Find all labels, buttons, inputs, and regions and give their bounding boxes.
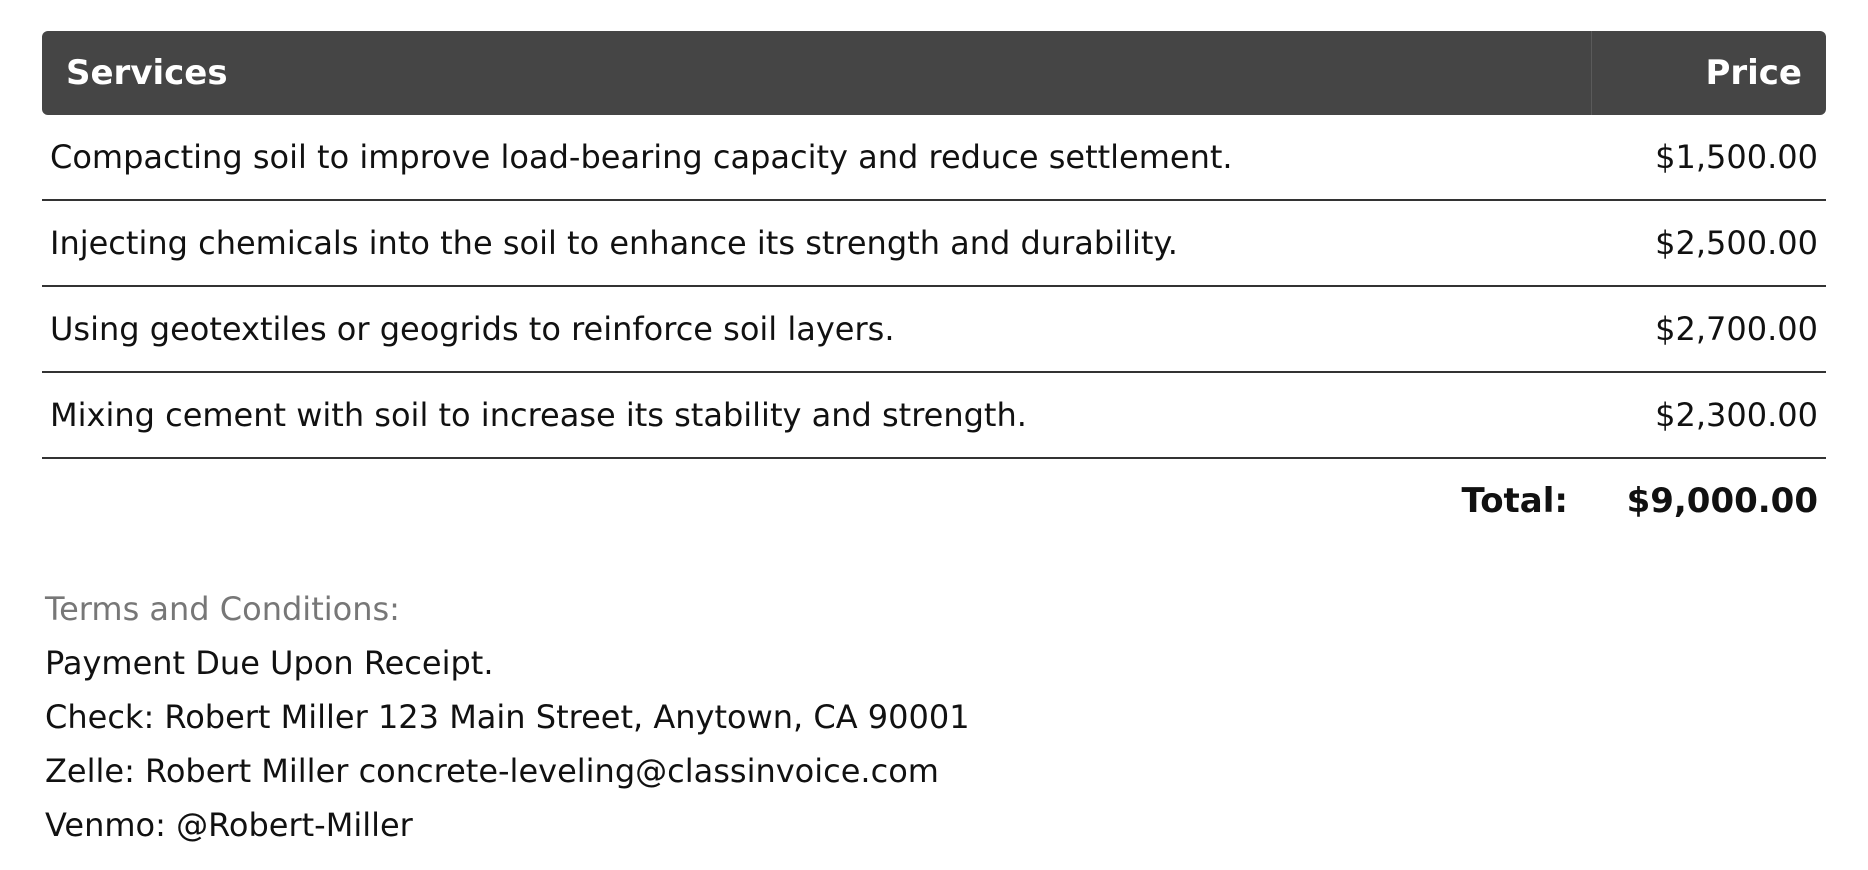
total-row	[42, 459, 1826, 543]
table-row	[42, 201, 1826, 287]
table-row	[42, 115, 1826, 201]
service-price: $2,700.00	[1655, 310, 1818, 348]
terms-and-conditions	[45, 582, 970, 852]
terms-title: Terms and Conditions:	[45, 590, 400, 628]
total-label: Total:	[1461, 481, 1568, 521]
table-row	[42, 373, 1826, 459]
price-column-header: Price	[1705, 53, 1802, 93]
total-value: $9,000.00	[1626, 481, 1818, 521]
service-price: $1,500.00	[1655, 138, 1818, 176]
table-row	[42, 287, 1826, 373]
service-description: Injecting chemicals into the soil to enhance its strength and durability.	[50, 224, 1178, 262]
service-description: Compacting soil to improve load-bearing capacity and reduce settlement.	[50, 138, 1233, 176]
table-header	[42, 31, 1826, 115]
payment-terms-line: Payment Due Upon Receipt.	[45, 644, 494, 682]
service-price: $2,300.00	[1655, 396, 1818, 434]
service-description: Mixing cement with soil to increase its stability and strength.	[50, 396, 1027, 434]
services-column-header: Services	[42, 31, 1592, 115]
service-price: $2,500.00	[1655, 224, 1818, 262]
venmo-payment-line: Venmo: @Robert-Miller	[45, 806, 413, 844]
zelle-payment-line: Zelle: Robert Miller concrete-leveling@classinvoice.com	[45, 752, 939, 790]
service-description: Using geotextiles or geogrids to reinforce soil layers.	[50, 310, 895, 348]
services-table	[42, 31, 1826, 543]
check-payment-line: Check: Robert Miller 123 Main Street, Anytown, CA 90001	[45, 698, 970, 736]
